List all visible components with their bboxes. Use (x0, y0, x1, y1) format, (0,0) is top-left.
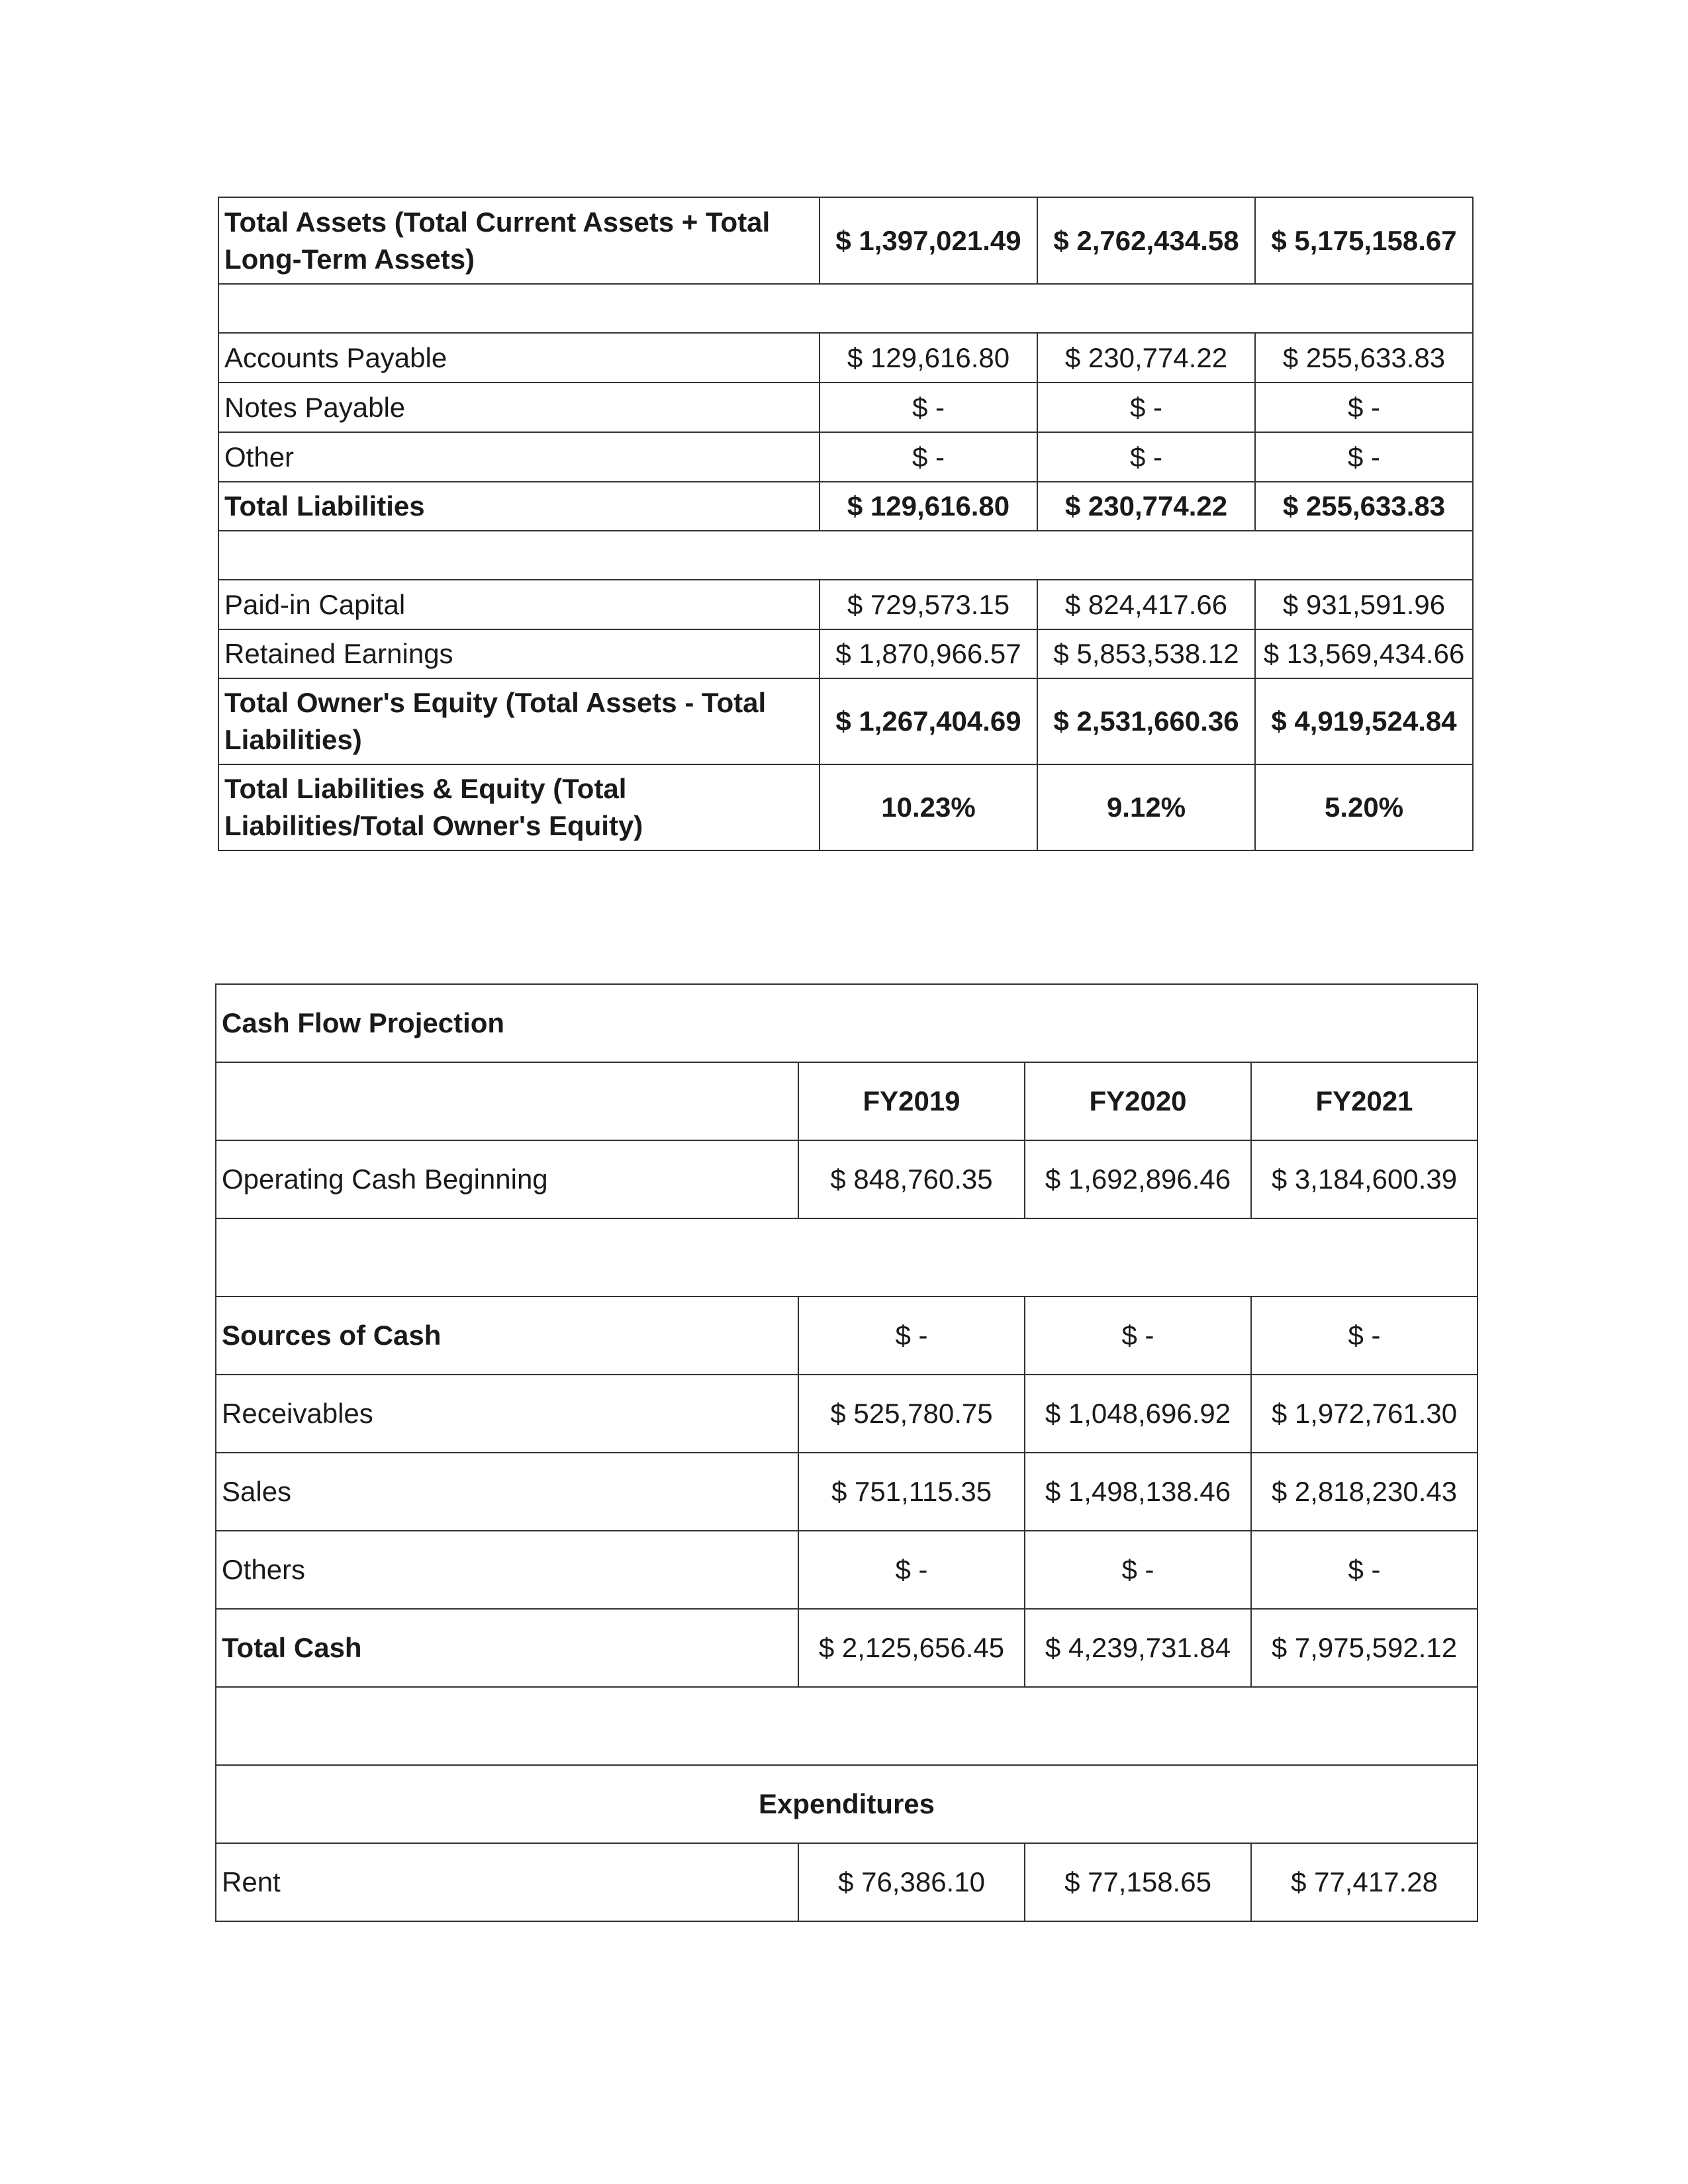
cell-value: $ 1,870,966.57 (820, 629, 1037, 678)
column-header: FY2021 (1251, 1062, 1477, 1140)
cell-value: $ 1,267,404.69 (820, 678, 1037, 764)
cell-value: $ 7,975,592.12 (1251, 1609, 1477, 1687)
table-row (216, 1453, 1477, 1531)
cell-value: $ 230,774.22 (1037, 333, 1255, 383)
empty-cell (216, 1062, 798, 1140)
row-label-paid-in-capital: Paid-in Capital (218, 580, 820, 629)
row-label-notes-payable: Notes Payable (218, 383, 820, 432)
cell-value: $ 2,818,230.43 (1251, 1453, 1477, 1531)
row-label-operating-cash: Operating Cash Beginning (216, 1140, 798, 1218)
table-row (218, 629, 1473, 678)
cell-value: $ 5,175,158.67 (1255, 197, 1473, 284)
cell-value: $ 77,158.65 (1025, 1843, 1251, 1921)
table-title: Cash Flow Projection (216, 984, 1477, 1062)
cell-value: $ 848,760.35 (798, 1140, 1025, 1218)
empty-cell (218, 531, 1473, 580)
row-label-receivables: Receivables (216, 1375, 798, 1453)
table-title-row (216, 984, 1477, 1062)
row-label-accounts-payable: Accounts Payable (218, 333, 820, 383)
empty-cell (218, 284, 1473, 333)
cell-value: $ 5,853,538.12 (1037, 629, 1255, 678)
cell-value: $ 2,125,656.45 (798, 1609, 1025, 1687)
spacer-row (218, 531, 1473, 580)
cell-value: $ 230,774.22 (1037, 482, 1255, 531)
cash-flow-table (215, 983, 1478, 1922)
table-row (218, 764, 1473, 850)
cell-value: $ - (820, 432, 1037, 482)
column-header: FY2019 (798, 1062, 1025, 1140)
cell-value: $ 2,531,660.36 (1037, 678, 1255, 764)
cell-value: $ 129,616.80 (820, 333, 1037, 383)
table-row (216, 1140, 1477, 1218)
section-header-expenditures: Expenditures (216, 1765, 1477, 1843)
row-label-total-liabilities: Total Liabilities (218, 482, 820, 531)
row-label-retained-earnings: Retained Earnings (218, 629, 820, 678)
spacer-row (218, 284, 1473, 333)
table-row (216, 1843, 1477, 1921)
cell-value: $ - (798, 1297, 1025, 1375)
cell-value: $ 4,919,524.84 (1255, 678, 1473, 764)
row-label-total-cash: Total Cash (216, 1609, 798, 1687)
column-header: FY2020 (1025, 1062, 1251, 1140)
table-row (218, 678, 1473, 764)
table-row (218, 383, 1473, 432)
table-row (216, 1375, 1477, 1453)
cell-value: $ - (1255, 432, 1473, 482)
row-label-total-owners-equity: Total Owner's Equity (Total Assets - Total Liabilities) (218, 678, 820, 764)
cell-value: $ - (1025, 1531, 1251, 1609)
section-header-row (216, 1765, 1477, 1843)
cell-value: $ - (820, 383, 1037, 432)
cell-value: $ - (1037, 432, 1255, 482)
cell-value: $ 1,498,138.46 (1025, 1453, 1251, 1531)
cell-value: $ - (1037, 383, 1255, 432)
cell-value: $ 129,616.80 (820, 482, 1037, 531)
cell-value: 10.23% (820, 764, 1037, 850)
cell-value: $ 2,762,434.58 (1037, 197, 1255, 284)
cell-value: 5.20% (1255, 764, 1473, 850)
cell-value: $ 255,633.83 (1255, 482, 1473, 531)
cell-value: $ 1,048,696.92 (1025, 1375, 1251, 1453)
row-label-others: Others (216, 1531, 798, 1609)
cell-value: $ 751,115.35 (798, 1453, 1025, 1531)
header-row (216, 1062, 1477, 1140)
row-label-sales: Sales (216, 1453, 798, 1531)
cell-value: $ 1,692,896.46 (1025, 1140, 1251, 1218)
table-row (218, 432, 1473, 482)
cell-value: $ 824,417.66 (1037, 580, 1255, 629)
cell-value: $ - (1025, 1297, 1251, 1375)
spacer-row (216, 1218, 1477, 1297)
cell-value: $ - (798, 1531, 1025, 1609)
table-row (218, 580, 1473, 629)
cell-value: $ - (1255, 383, 1473, 432)
cell-value: $ 1,972,761.30 (1251, 1375, 1477, 1453)
cell-value: $ 76,386.10 (798, 1843, 1025, 1921)
cell-value: 9.12% (1037, 764, 1255, 850)
cell-value: $ 525,780.75 (798, 1375, 1025, 1453)
empty-cell (216, 1218, 1477, 1297)
row-label-other: Other (218, 432, 820, 482)
table-row (216, 1297, 1477, 1375)
row-label-sources-of-cash: Sources of Cash (216, 1297, 798, 1375)
cell-value: $ 4,239,731.84 (1025, 1609, 1251, 1687)
table-row (216, 1609, 1477, 1687)
cell-value: $ 1,397,021.49 (820, 197, 1037, 284)
cell-value: $ 729,573.15 (820, 580, 1037, 629)
cell-value: $ 255,633.83 (1255, 333, 1473, 383)
cell-value: $ 3,184,600.39 (1251, 1140, 1477, 1218)
cell-value: $ 77,417.28 (1251, 1843, 1477, 1921)
row-label-total-assets: Total Assets (Total Current Assets + Total Long-Term Assets) (218, 197, 820, 284)
table-row (218, 482, 1473, 531)
cell-value: $ - (1251, 1531, 1477, 1609)
empty-cell (216, 1687, 1477, 1765)
row-label-rent: Rent (216, 1843, 798, 1921)
cell-value: $ - (1251, 1297, 1477, 1375)
cell-value: $ 13,569,434.66 (1255, 629, 1473, 678)
table-row (218, 197, 1473, 284)
cell-value: $ 931,591.96 (1255, 580, 1473, 629)
table-row (216, 1531, 1477, 1609)
row-label-total-liabilities-equity: Total Liabilities & Equity (Total Liabilities/Total Owner's Equity) (218, 764, 820, 850)
table-row (218, 333, 1473, 383)
balance-sheet-table (218, 197, 1474, 851)
spacer-row (216, 1687, 1477, 1765)
